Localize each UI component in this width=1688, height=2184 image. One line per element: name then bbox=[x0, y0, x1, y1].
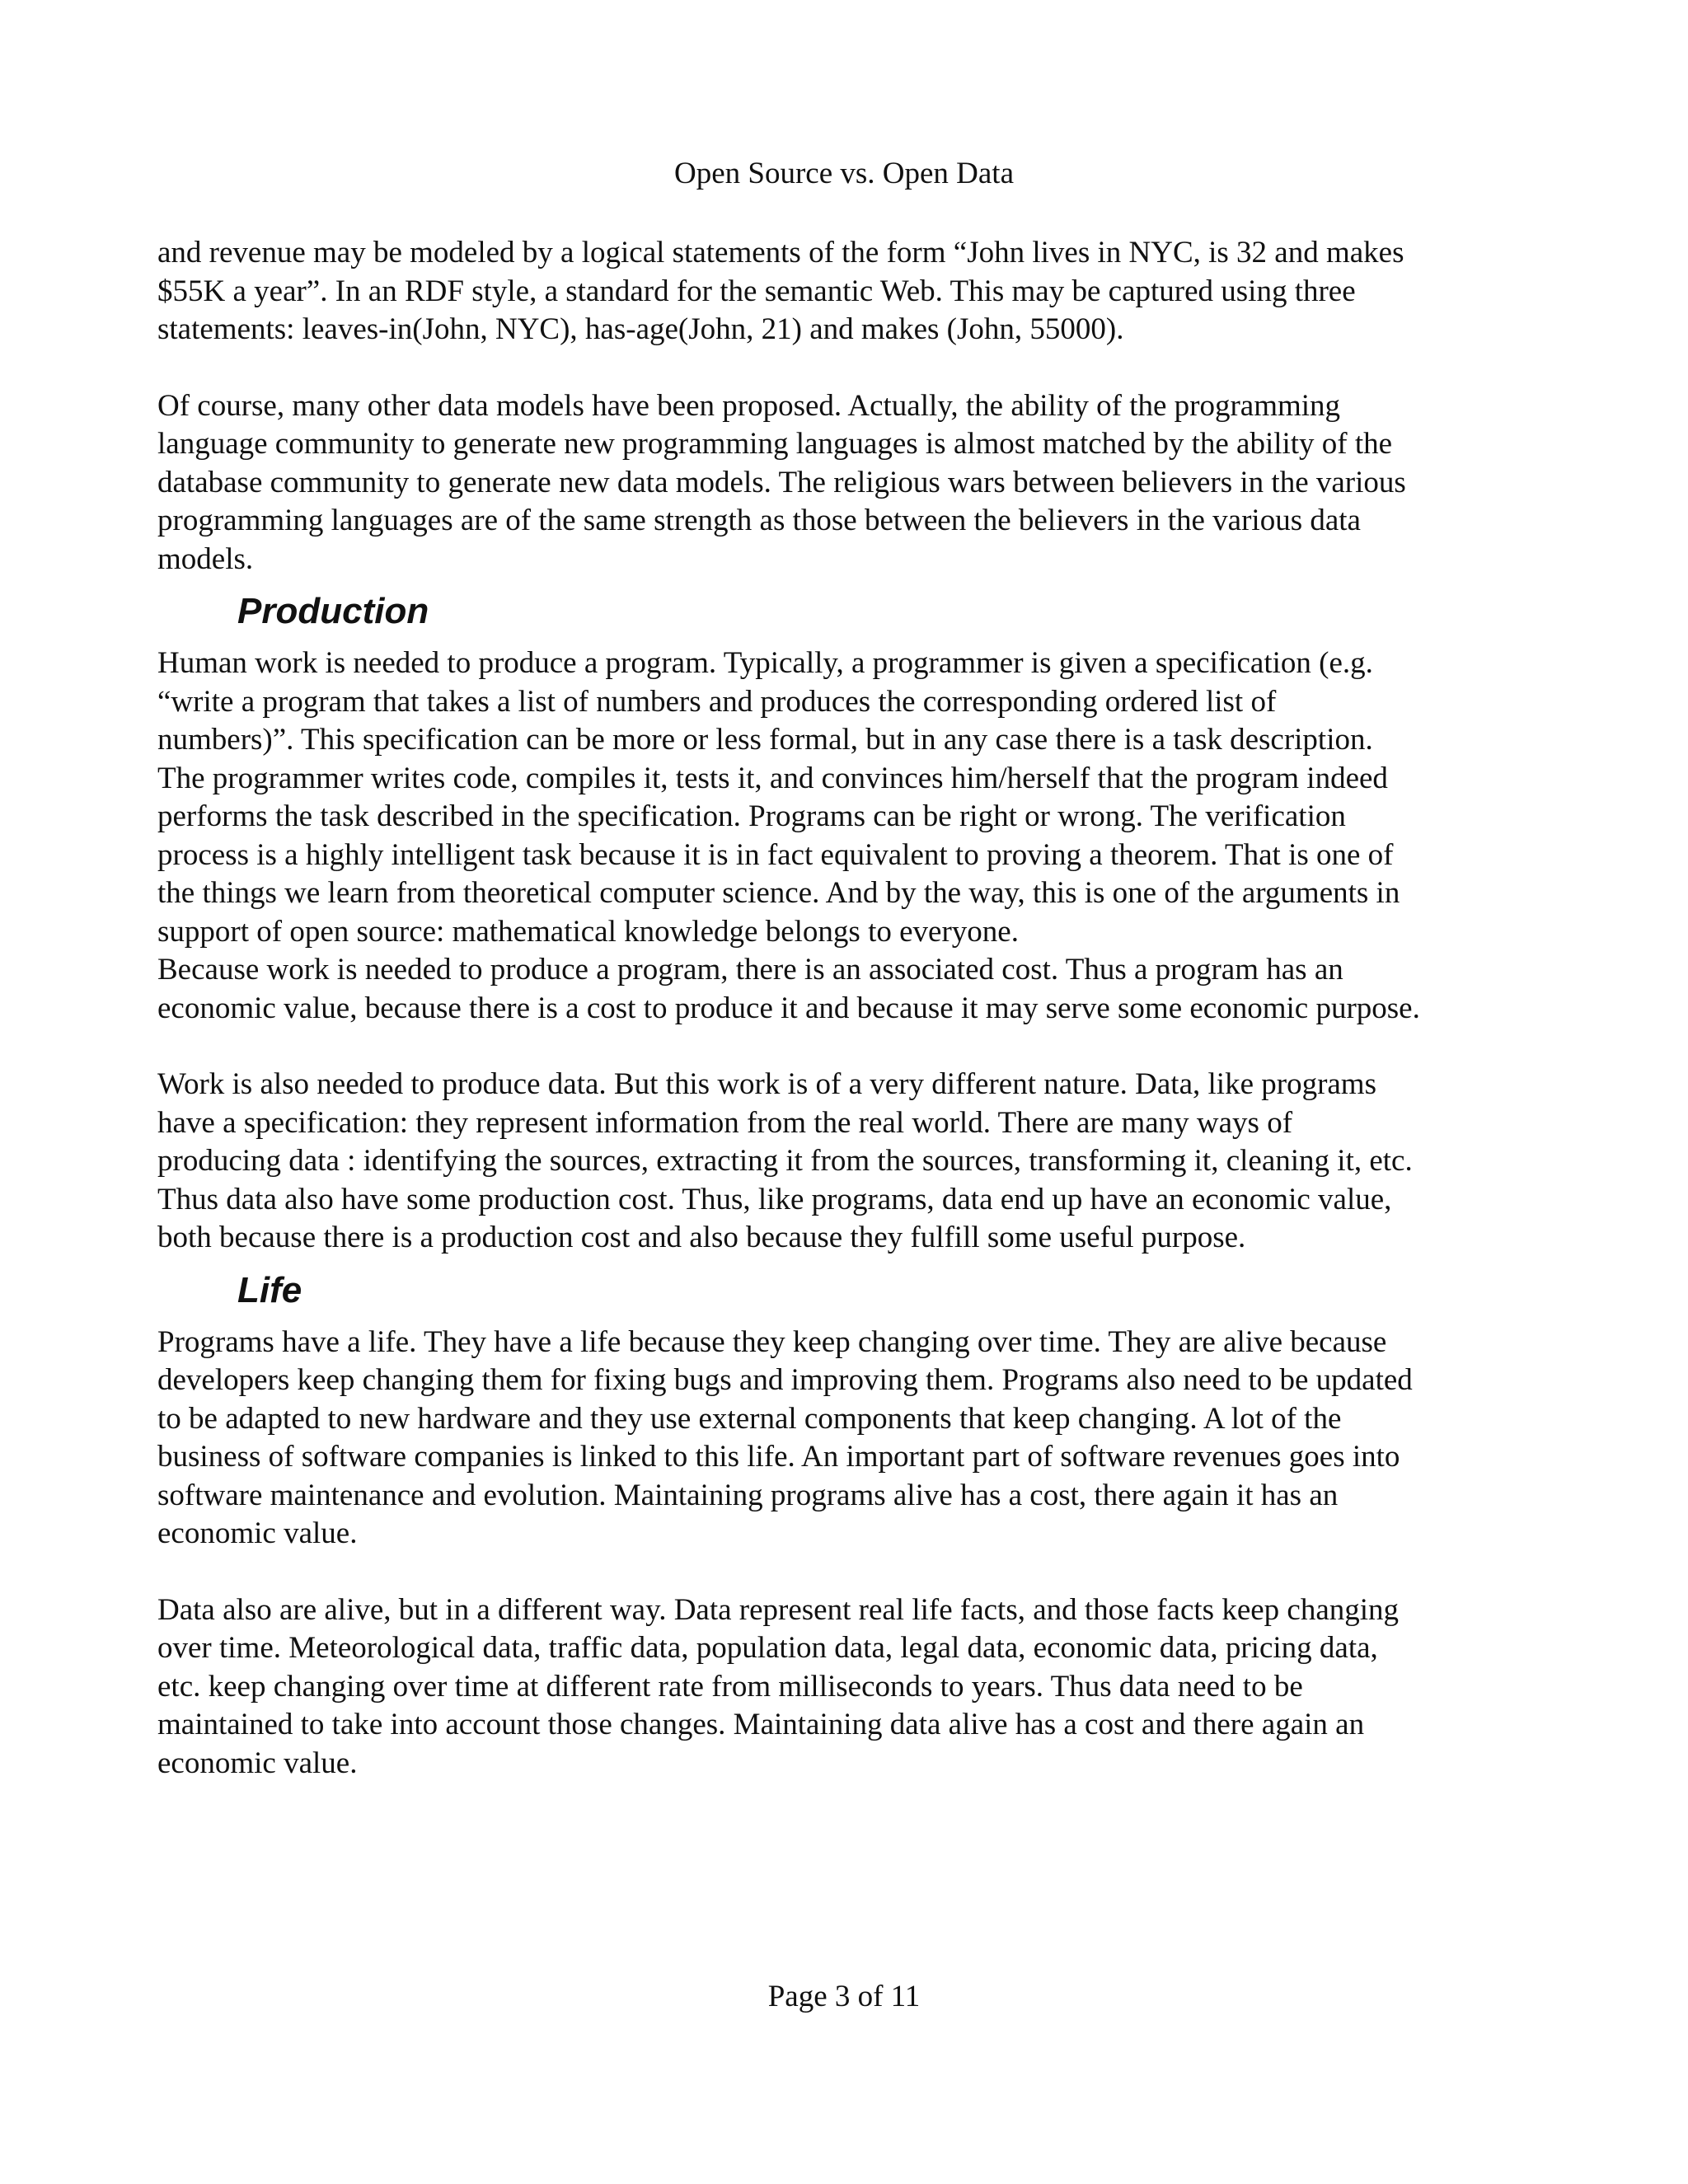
paragraph-gap bbox=[157, 349, 1542, 387]
page-number: Page 3 of 11 bbox=[767, 1980, 921, 2013]
paragraph-gap bbox=[157, 1028, 1542, 1066]
paragraph-life-1: Programs have a life. They have a life because they keep changing over time. They are alive because developers keep changing them for fixing bugs and improving them. Programs also need to be updated to be adapted to new hardware and they use external components that keep changing. A lot of the business of software companies is linked to this life. An important part of software revenues goes into software maintenance and evolution. Maintaining programs alive has a cost, there again it has an economic value. bbox=[157, 1324, 1413, 1550]
paragraph-life-2: Data also are alive, but in a different way. Data represent real life facts, and those facts keep changing over time. Meteorological data, traffic data, population data, legal data, economic data, pricing data, etc. keep changing over time at different rate from milliseconds to years. Thus data need to be maintained to take into account those changes. Maintaining data alive has a cost and there again an economic value. bbox=[157, 1592, 1400, 1780]
paragraph-gap bbox=[157, 1554, 1542, 1591]
document-body bbox=[157, 234, 1542, 1783]
paragraph-production-3: Work is also needed to produce data. But this work is of a very different nature. Data, like programs have a specification: they represent information from the real world. There are many ways of producing data : identifying the sources, extracting it from the sources, transforming it, cleaning it, etc. Thus data also have some production cost. Thus, like programs, data end up have an economic value, both because there is a production cost and also because they fulfill some useful purpose. bbox=[157, 1067, 1413, 1254]
page-header-title: Open Source vs. Open Data bbox=[673, 157, 1015, 190]
section-heading-life: Life bbox=[237, 1269, 302, 1310]
paragraph-intro-2: Of course, many other data models have been proposed. Actually, the ability of the programming language community to generate new programming languages is almost matched by the ability of the database community to generate new data models. The religious wars between believers in the various programming languages are of the same strength as those between the believers in the various data models. bbox=[157, 388, 1406, 576]
paragraph-production-2: Because work is needed to produce a program, there is an associated cost. Thus a program has an economic value, because there is a cost to produce it and because it may serve some economic purpose. bbox=[157, 953, 1420, 1025]
paragraph-production-1: Human work is needed to produce a program. Typically, a programmer is given a specification (e.g. “write a program that takes a list of numbers and produces the corresponding ordered list of numbers)”. This specification can be more or less formal, but in any case there is a task description. The programmer writes code, compiles it, tests it, and convinces him/herself that the program indeed performs the task described in the specification. Programs can be right or wrong. The verification process is a highly intelligent task because it is in fact equivalent to proving a theorem. That is one of the things we learn from theoretical computer science. And by the way, this is one of the arguments in support of open source: mathematical knowledge belongs to everyone. bbox=[157, 646, 1400, 949]
section-heading-production: Production bbox=[237, 591, 429, 631]
paragraph-intro-1: and revenue may be modeled by a logical statements of the form “John lives in NYC, is 32 and makes $55K a year”. In an RDF style, a standard for the semantic Web. This may be captured using three statements: leaves-in(John, NYC), has-age(John, 21) and makes (John, 55000). bbox=[157, 236, 1404, 346]
